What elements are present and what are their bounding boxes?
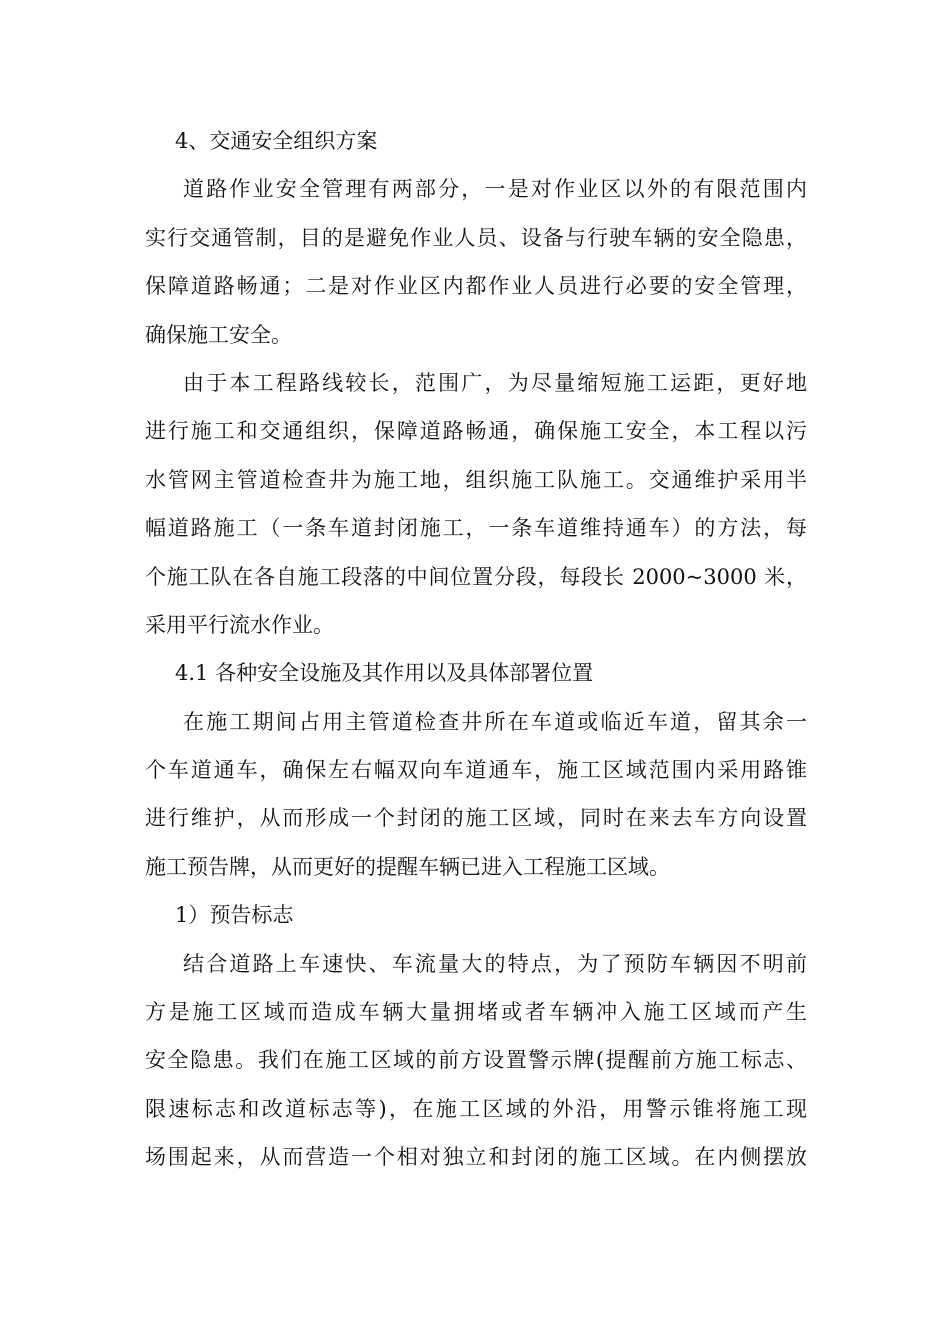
paragraph-line: 施工预告牌，从而更好的提醒车辆已进入工程施工区域。 xyxy=(145,854,670,879)
document-body xyxy=(145,117,807,1182)
paragraph-line: 由于本工程路线较长，范围广，为尽量缩短施工运距，更好地 xyxy=(183,370,807,395)
paragraph-line: 结合道路上车速快、车流量大的特点，为了预防车辆因不明前 xyxy=(183,951,807,976)
paragraph-line: 个车道通车，确保左右幅双向车道通车，施工区域范围内采用路锥 xyxy=(145,758,807,783)
paragraph-line: 进行施工和交通组织，保障道路畅通，确保施工安全，本工程以污 xyxy=(145,419,807,444)
paragraph-line: 个施工队在各自施工段落的中间位置分段，每段长 2000~3000 米， xyxy=(145,564,807,589)
paragraph-line: 水管网主管道检查井为施工地，组织施工队施工。交通维护采用半 xyxy=(145,467,807,492)
paragraph-line: 场围起来，从而营造一个相对独立和封闭的施工区域。在内侧摆放 xyxy=(145,1145,807,1170)
paragraph-line: 采用平行流水作业。 xyxy=(145,612,334,637)
paragraph-line: 安全隐患。我们在施工区域的前方设置警示牌(提醒前方施工标志、 xyxy=(145,1048,807,1073)
paragraph-line: 道路作业安全管理有两部分，一是对作业区以外的有限范围内 xyxy=(183,177,807,202)
subsection-heading: 4.1 各种安全设施及其作用以及具体部署位置 xyxy=(175,661,594,686)
paragraph-line: 在施工期间占用主管道检查井所在车道或临近车道，留其余一 xyxy=(183,709,807,734)
paragraph-line: 方是施工区域而造成车辆大量拥堵或者车辆冲入施工区域而产生 xyxy=(145,1000,807,1025)
section-heading: 4、交通安全组织方案 xyxy=(175,129,378,153)
paragraph-line: 进行维护，从而形成一个封闭的施工区域，同时在来去车方向设置 xyxy=(145,806,807,831)
paragraph-line: 幅道路施工（一条车道封闭施工，一条车道维持通车）的方法，每 xyxy=(145,516,807,541)
paragraph-line: 确保施工安全。 xyxy=(145,322,292,347)
paragraph-line: 保障道路畅通；二是对作业区内都作业人员进行必要的安全管理， xyxy=(145,274,807,299)
paragraph-line: 实行交通管制，目的是避免作业人员、设备与行驶车辆的安全隐患， xyxy=(145,225,807,250)
item-heading: 1）预告标志 xyxy=(175,903,294,928)
paragraph-line: 限速标志和改道标志等)，在施工区域的外沿，用警示锥将施工现 xyxy=(145,1096,807,1121)
